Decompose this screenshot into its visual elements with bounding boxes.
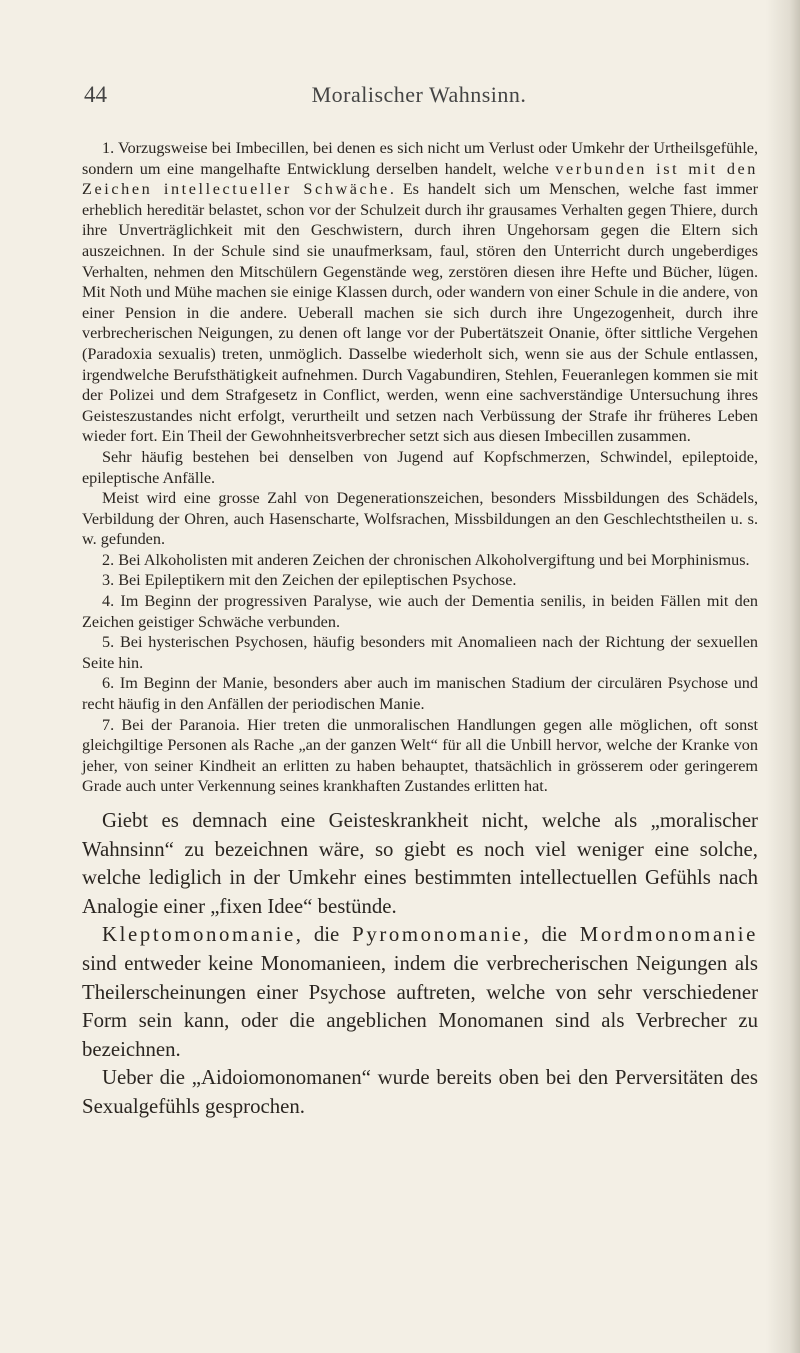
paragraph-imbecillen: 1. Vorzugsweise bei Imbecillen, bei denen es sich nicht um Verlust oder Umkehr der Urtheilsgefühle, sondern um eine mangelhafte Entwicklung derselben handelt, welche verbunden ist mit den Zeichen intellectueller Schwäche. Es handelt sich um Menschen, welche fast immer erheblich hereditär belastet, schon vor der Schulzeit durch ihr grausames Verhalten gegen Thiere, durch ihre Unverträglichkeit mit den Geschwistern, durch ihren Ungehorsam gegen die Eltern sich auszeichnen. In der Schule sind sie unaufmerksam, faul, stören den Unterricht durch ungeberdiges Verhalten, nehmen den Mitschülern Gegenstände weg, zerstören diesen ihre Hefte und Bücher, lügen. Mit Noth und Mühe machen sie einige Klassen durch, oder wandern von einer Schule in die andere, von einer Pension in die andere. Ueberall machen sie sich durch ihre Ungezogenheit, durch ihre verbrecherischen Neigungen, zu denen oft lange vor der Pubertätszeit Onanie, öfter sittliche Vergehen (Paradoxia sexualis) treten, unmöglich. Dasselbe wiederholt sich, wenn sie aus der Schule entlassen, irgendwelche Berufsthätigkeit aufnehmen. Durch Vagabundiren, Stehlen, Feueranlegen kommen sie mit der Polizei und dem Strafgesetz in Conflict, werden, wenn eine sachverständige Untersuchung ihres Geisteszustandes nicht erfolgt, verurtheilt und setzen nach Verbüssung der Strafe ihr früheres Leben wieder fort. Ein Theil der Gewohnheitsverbrecher setzt sich aus diesen Imbecillen zusammen. — [82, 139, 758, 446]
large-print-section — [82, 807, 758, 1122]
paragraph-monomanien: Kleptomonomanie, die Pyromonomanie, die Mordmonomanie sind entweder keine Monomanieen, indem die verbrecherischen Neigungen als Theilerscheinungen einer Psychose auftreten, welche von sehr verschiedener Form sein kann, oder die angeblichen Monomanen sind als Verbrecher zu bezeichnen. — [82, 923, 758, 1061]
term-kleptomonomanie: Kleptomonomanie — [102, 923, 296, 947]
list-item-manie: 6. Im Beginn der Manie, besonders aber auch im manischen Stadium der circulären Psychose und recht häufig in den Anfällen der periodischen Manie. — [82, 674, 758, 714]
term-pyromonomanie: Pyromonomanie — [352, 923, 524, 947]
paragraph-conclusion: Giebt es demnach eine Geisteskrankheit nicht, welche als „moralischer Wahnsinn“ zu bezeichnen wäre, so giebt es noch viel weniger eine solche, welche lediglich in der Umkehr eines bestimmten intellectuellen Gefühls nach Analogie einer „fixen Idee“ bestünde. — [82, 809, 758, 918]
paragraph-degenerationszeichen: Meist wird eine grosse Zahl von Degenerationszeichen, besonders Missbildungen des Schädels, Verbildung der Ohren, auch Hasenscharte, Wolfsrachen, Missbildungen an den Geschlechtstheilen u. s. w. gefunden. — [82, 489, 758, 549]
term-mordmonomanie: Mordmonomanie — [579, 923, 758, 947]
list-item-epileptiker: 3. Bei Epileptikern mit den Zeichen der epileptischen Psychose. — [102, 571, 517, 590]
running-title: Moralischer Wahnsinn. — [311, 82, 527, 107]
page-edge-shadow — [766, 0, 800, 1353]
list-item-paranoia: 7. Bei der Paranoia. Hier treten die unmoralischen Handlungen gegen alle möglichen, oft sonst gleichgiltige Personen als Rache „an der ganzen Welt“ für all die Unbill hervor, welche der Kranke von jeher, von seiner Kindheit an erlitten zu haben behauptet, thatsächlich in grösserem oder geringerem Grade auch unter Verkennung seines krankhaften Zustandes erlitten hat. — [82, 715, 758, 796]
list-item-paralyse: 4. Im Beginn der progressiven Paralyse, wie auch der Dementia senilis, in beiden Fällen mit den Zeichen geistiger Schwäche verbunden. — [82, 592, 758, 631]
paragraph-aidoiomonomanen: Ueber die „Aidoiomonomanen“ wurde bereits oben bei den Perversitäten des Sexualgefühls gesprochen. — [82, 1066, 758, 1118]
page-number: 44 — [84, 82, 107, 107]
list-item-hysterie: 5. Bei hysterischen Psychosen, häufig besonders mit Anomalieen nach der Richtung der sexuellen Seite hin. — [82, 633, 758, 672]
page-header — [84, 82, 754, 116]
paragraph-kopfschmerzen: Sehr häufig bestehen bei denselben von Jugend auf Kopfschmerzen, Schwindel, epileptoide, epileptische Anfälle. — [82, 447, 758, 487]
list-item-alkoholisten: 2. Bei Alkoholisten mit anderen Zeichen der chronischen Alkoholvergiftung und bei Morphinismus. — [102, 550, 750, 569]
page-body — [82, 138, 758, 1122]
emphasized-phrase: verbunden ist mit den Zeichen intellectueller Schwäche — [82, 159, 758, 199]
small-print-section — [82, 138, 758, 797]
